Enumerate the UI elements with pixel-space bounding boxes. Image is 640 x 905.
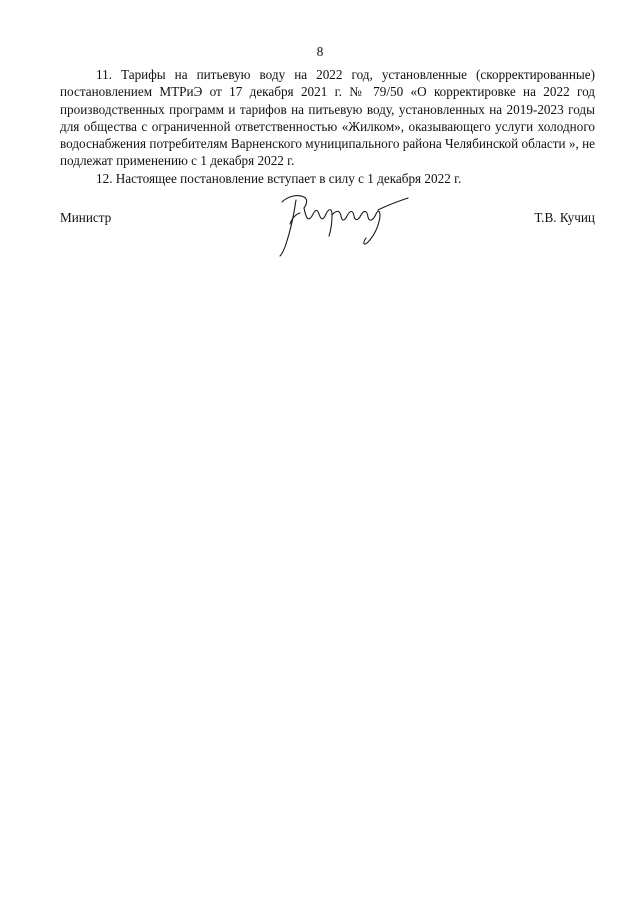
- page-number: 8: [316, 44, 324, 59]
- paragraph-12: 12. Настоящее постановление вступает в силу с 1 декабря 2022 г.: [96, 170, 462, 186]
- signatory-role: Министр: [60, 210, 112, 225]
- paragraph-11: 11. Тарифы на питьевую воду на 2022 год, установленные (скорректированные) постановлением МТРиЭ от 17 декабря 2021 г. № 79/50 «О корректировке на 2022 год производственных программ и тарифов на питьевую воду, установленных на 2019-2023 годы для общества с ограниченной ответственностью «Жилком», оказывающего услуги холодного водоснабжения потребителям Варненского муниципального района Челябинской области », не подлежат применению с 1 декабря 2022 г.: [60, 67, 595, 169]
- signatory-name: Т.В. Кучиц: [534, 210, 595, 225]
- handwritten-signature: [274, 188, 416, 260]
- document-body: [60, 66, 595, 187]
- signature-block: [60, 196, 595, 276]
